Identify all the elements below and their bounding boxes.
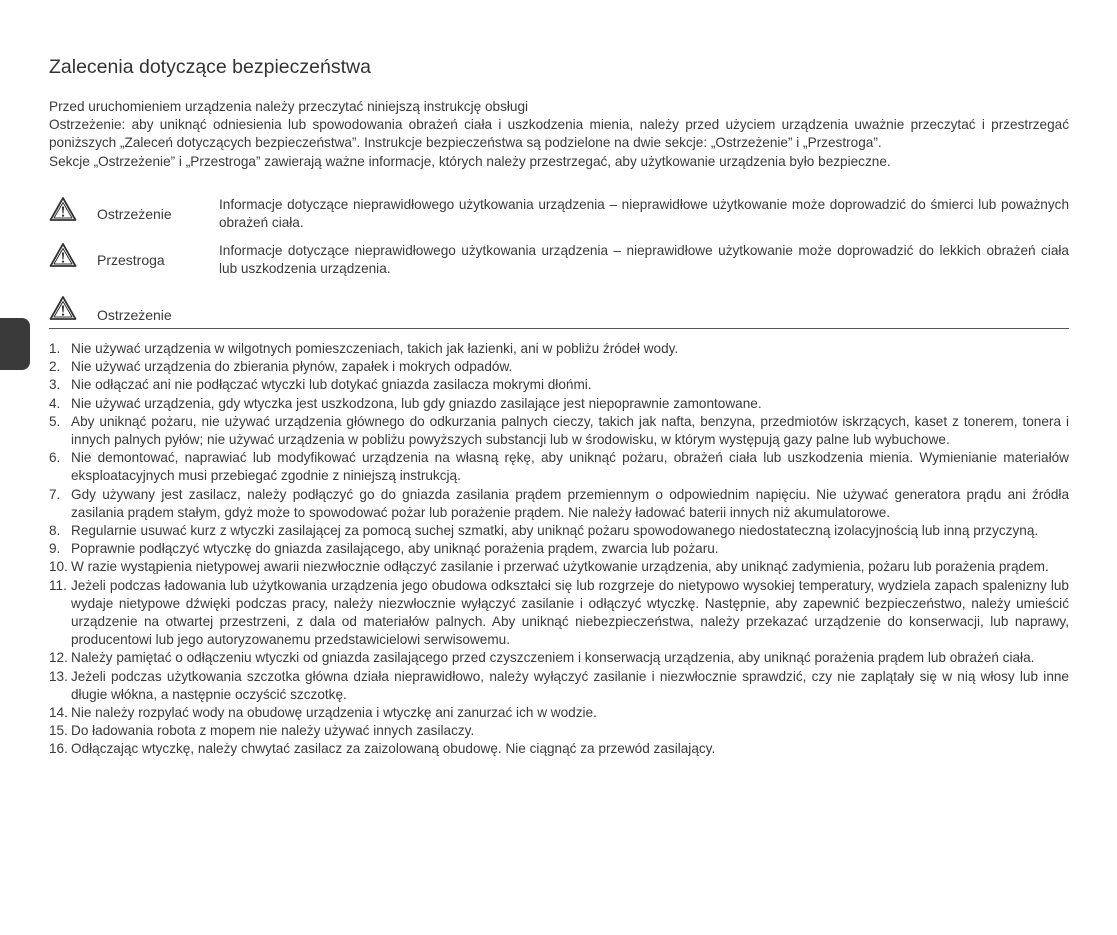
notice-przestroga — [49, 242, 1069, 282]
item-text: Nie należy rozpylać wody na obudowę urządzenia i wtyczkę ani zanurzać ich w wodzie. — [71, 705, 597, 721]
list-item — [49, 704, 1069, 722]
list-item — [49, 522, 1069, 540]
list-item — [49, 668, 1069, 704]
intro-line-3: Sekcje „Ostrzeżenie” i „Przestroga” zawierają ważne informacje, których należy przestrzegać, aby użytkowanie urządzenia było bezpieczne. — [49, 153, 891, 169]
list-item — [49, 722, 1069, 740]
item-text: W razie wystąpienia nietypowej awarii niezwłocznie odłączyć zasilanie i przerwać użytkowanie urządzenia, aby uniknąć zadymienia, pożaru lub porażenia prądem. — [71, 559, 1049, 575]
warning-section-label: Ostrzeżenie — [97, 307, 172, 323]
item-text: Nie używać urządzenia w wilgotnych pomieszczeniach, takich jak łazienki, ani w pobliżu źródeł wody. — [71, 341, 679, 356]
list-item — [49, 376, 1069, 394]
intro-text — [49, 98, 1069, 171]
list-item — [49, 540, 1069, 558]
chapter-tab — [0, 318, 30, 370]
intro-line-1: Przed uruchomieniem urządzenia należy przeczytać niniejszą instrukcję obsługi — [49, 99, 529, 114]
item-text: Do ładowania robota z mopem nie należy używać innych zasilaczy. — [71, 723, 475, 739]
item-text: Nie odłączać ani nie podłączać wtyczki lub dotykać gniazda zasilacza mokrymi dłońmi. — [71, 377, 592, 393]
notice-label: Przestroga — [97, 252, 165, 268]
warning-triangle-icon — [49, 196, 77, 222]
list-item — [49, 413, 1069, 449]
item-number: 8. — [49, 523, 61, 539]
item-number: 7. — [49, 486, 61, 502]
item-number: 10. — [49, 559, 68, 575]
item-number: 6. — [49, 450, 61, 466]
warning-triangle-icon — [49, 242, 77, 268]
notice-label: Ostrzeżenie — [97, 206, 172, 222]
list-item — [49, 486, 1069, 522]
list-item — [49, 395, 1069, 413]
item-number: 1. — [49, 341, 61, 356]
item-text: Gdy używany jest zasilacz, należy podłączyć go do gniazda zasilania prądem przemiennym o odpowiednim napięciu. Nie używać generatora prądu ani źródła zasilania prądem stałym, gdyż może to spowodować pożar lub porażenie prądem. Nie należy ładować baterii innych niż akumulatorowe. — [71, 486, 1069, 520]
item-number: 11. — [49, 577, 67, 593]
item-number: 9. — [49, 541, 61, 557]
item-text: Nie demontować, naprawiać lub modyfikować urządzenia na własną rękę, aby uniknąć pożaru, obrażeń ciała lub uszkodzenia mienia. Wymienianie materiałów eksploatacyjnych musi przebiegać zgodnie z niniejszą instrukcją. — [71, 450, 1069, 484]
notice-description: Informacje dotyczące nieprawidłowego użytkowania urządzenia – nieprawidłowe użytkowanie może doprowadzić do śmierci lub poważnych obrażeń ciała. — [219, 197, 1069, 231]
notice-ostrzezenie — [49, 196, 1069, 236]
item-number: 15. — [49, 723, 68, 739]
item-number: 16. — [49, 741, 68, 757]
item-text: Aby uniknąć pożaru, nie używać urządzenia głównego do odkurzania palnych cieczy, takich jak nafta, benzyna, przedmiotów iskrzących, kaset z tonerem, tonera i innych palnych pyłów; nie używać urządzenia w pobliżu powyższych substancji lub w środowisku, w którym występują gazy palne lub wybuchowe. — [71, 413, 1069, 448]
item-text: Jeżeli podczas użytkowania szczotka główna działa nieprawidłowo, należy wyłączyć zasilanie i niezwłocznie sprawdzić, czy nie zaplątały się w nią włosy lub inne długie włókna, a następnie oczyścić szczotkę. — [71, 668, 1069, 702]
page-title: Zalecenia dotyczące bezpieczeństwa — [49, 56, 371, 78]
list-item — [49, 558, 1069, 576]
list-item — [49, 340, 1069, 358]
warning-section-heading — [49, 295, 1069, 329]
item-number: 13. — [49, 668, 68, 684]
list-item — [49, 649, 1069, 667]
item-number: 3. — [49, 377, 61, 393]
item-number: 12. — [49, 650, 68, 666]
list-item — [49, 358, 1069, 376]
item-text: Regularnie usuwać kurz z wtyczki zasilającej za pomocą suchej szmatki, aby uniknąć pożaru spowodowanego niedostateczną izolacyjnością lub inną przyczyną. — [71, 523, 1039, 539]
warning-triangle-icon — [49, 295, 77, 321]
item-text: Odłączając wtyczkę, należy chwytać zasilacz za zaizolowaną obudowę. Nie ciągnąć za przewód zasilający. — [71, 741, 716, 757]
item-text: Nie używać urządzenia do zbierania płynów, zapałek i mokrych odpadów. — [71, 359, 513, 375]
item-text: Należy pamiętać o odłączeniu wtyczki od gniazda zasilającego przed czyszczeniem i konserwacją urządzenia, aby uniknąć porażenia prądem lub obrażeń ciała. — [71, 650, 1035, 666]
item-number: 14. — [49, 705, 68, 721]
item-number: 5. — [49, 413, 61, 429]
safety-rules-list — [49, 340, 1069, 759]
notice-description: Informacje dotyczące nieprawidłowego użytkowania urządzenia – nieprawidłowe użytkowanie może doprowadzić do lekkich obrażeń ciała lub uszkodzenia urządzenia. — [219, 243, 1069, 277]
list-item — [49, 577, 1069, 650]
intro-line-2: Ostrzeżenie: aby uniknąć odniesienia lub spowodowania obrażeń ciała i uszkodzenia mienia, należy przed użyciem urządzenia uważnie przeczytać i przestrzegać poniższych „Zaleceń dotyczących bezpieczeństwa”. Instrukcje bezpieczeństwa są podzielone na dwie sekcje: „Ostrzeżenie” i „Przestroga”. — [49, 117, 1069, 151]
item-text: Nie używać urządzenia, gdy wtyczka jest uszkodzona, lub gdy gniazdo zasilające jest niepoprawnie zamontowane. — [71, 395, 762, 411]
item-text: Poprawnie podłączyć wtyczkę do gniazda zasilającego, aby uniknąć porażenia prądem, zwarcia lub pożaru. — [71, 541, 719, 557]
item-number: 2. — [49, 359, 61, 375]
list-item — [49, 740, 1069, 758]
list-item — [49, 449, 1069, 485]
item-text: Jeżeli podczas ładowania lub użytkowania urządzenia jego obudowa odkształci się lub rozgrzeje do nietypowo wysokiej temperatury, wydziela zapach spalenizny lub wydaje nietypowe dźwięki podczas pracy, należy niezwłocznie wyłączyć zasilanie i odłączyć wtyczkę. Następnie, aby zapewnić bezpieczeństwo, należy umieścić urządzenie na otwartej przestrzeni, z dala od materiałów palnych. Aby uniknąć niebezpieczeństwa, należy przekazać urządzenie do konserwacji, lub naprawy, producentowi lub jego autoryzowanemu przedstawicielowi serwisowemu. — [71, 577, 1069, 648]
item-number: 4. — [49, 395, 61, 411]
